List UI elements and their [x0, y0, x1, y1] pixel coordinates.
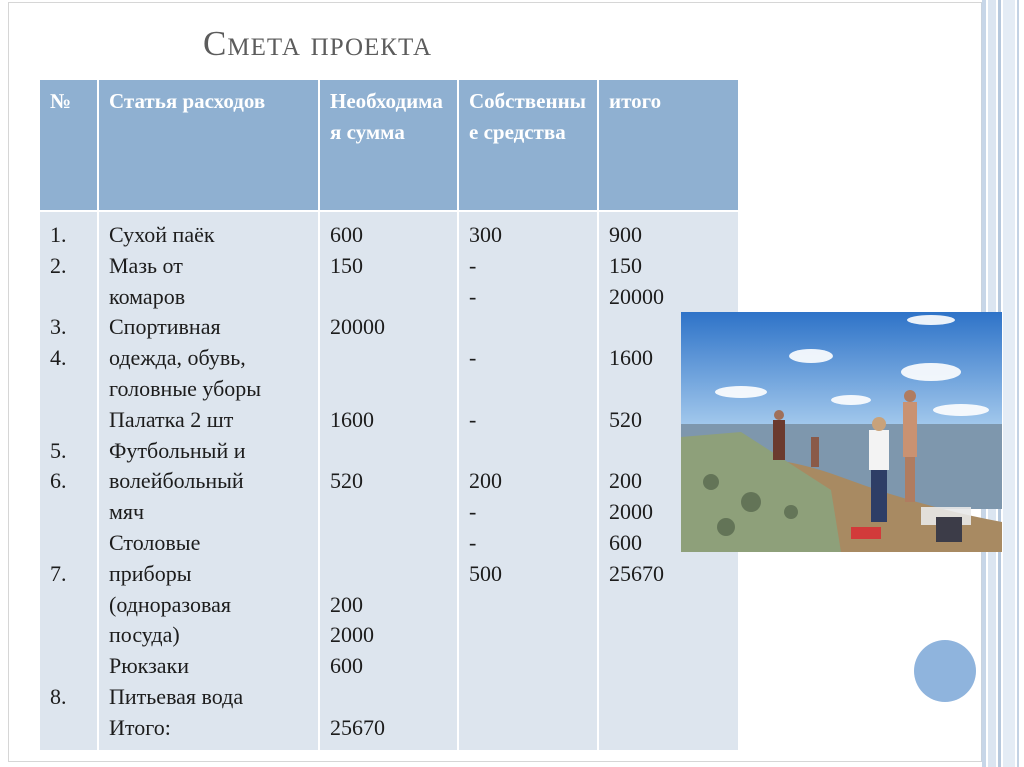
cell-line: 3. — [50, 314, 67, 340]
cell-line — [330, 436, 447, 467]
cell-line: посуда) — [109, 622, 180, 648]
cell-line: 300 — [469, 222, 502, 247]
cell-line — [330, 528, 447, 559]
cell-line: 2000 — [609, 499, 653, 525]
cell-line: 150 — [330, 252, 363, 278]
cell-numbers — [39, 211, 98, 751]
cell-line: Питьевая вода — [109, 683, 244, 709]
cell-line: 1600 — [609, 345, 653, 371]
header-total: итого — [598, 79, 739, 211]
cell-line — [330, 343, 447, 374]
cell-line: Итого: — [109, 714, 171, 740]
cell-line — [50, 497, 87, 528]
cell-line — [330, 682, 447, 713]
cell-line: 6. — [50, 468, 67, 494]
cell-required — [319, 211, 458, 751]
cell-line — [330, 559, 447, 590]
cell-line: 1. — [50, 222, 67, 247]
cell-line: одежда, обувь, — [109, 345, 246, 371]
decor-stripe — [1003, 0, 1015, 767]
cell-line: 25670 — [609, 560, 664, 586]
estimate-table — [38, 78, 740, 752]
cell-line: - — [469, 252, 477, 278]
header-own-funds: Собственные средства — [458, 79, 598, 211]
cell-line: 4. — [50, 345, 67, 371]
cell-line: 20000 — [330, 314, 385, 340]
cell-line: 2000 — [330, 622, 374, 648]
cell-line: 600 — [330, 222, 363, 247]
cell-line: 200 — [469, 468, 502, 494]
cell-line: Столовые — [109, 529, 201, 555]
cell-line: 200 — [609, 468, 642, 494]
cell-line: 25670 — [330, 714, 385, 740]
cell-line: волейбольный — [109, 468, 244, 494]
cell-line — [50, 651, 87, 682]
cell-line: - — [469, 345, 477, 371]
header-number: № — [39, 79, 98, 211]
table-header-row — [39, 79, 739, 211]
cell-line: 600 — [330, 653, 363, 679]
cell-line: 8. — [50, 683, 67, 709]
cell-line: 500 — [469, 560, 502, 586]
cell-line: приборы — [109, 560, 192, 586]
cell-line: 520 — [609, 406, 642, 432]
cell-line: 2. — [50, 252, 67, 278]
camping-photo — [681, 312, 1002, 552]
header-expense-item: Статья расходов — [98, 79, 319, 211]
cell-line: 5. — [50, 437, 67, 463]
cell-line: Палатка 2 шт — [109, 406, 234, 432]
cell-line — [50, 590, 87, 621]
cell-line: Мазь от — [109, 252, 183, 278]
cell-line: - — [469, 499, 477, 525]
cell-line: Сухой паёк — [109, 222, 215, 247]
cell-line: мяч — [109, 499, 145, 525]
cell-line: - — [469, 529, 477, 555]
cell-line — [50, 374, 87, 405]
cell-line: головные уборы — [109, 375, 262, 401]
cell-line — [50, 528, 87, 559]
cell-line — [50, 620, 87, 651]
cell-line — [330, 374, 447, 405]
cell-line: Рюкзаки — [109, 653, 189, 679]
decor-stripe — [1017, 0, 1019, 767]
cell-line: 200 — [330, 591, 363, 617]
cell-line: 20000 — [609, 283, 664, 309]
cell-line: 7. — [50, 560, 67, 586]
cell-line — [469, 436, 587, 467]
cell-line: Футбольный и — [109, 437, 246, 463]
cell-line: Спортивная — [109, 314, 221, 340]
cell-line: - — [469, 283, 477, 309]
cell-line: (одноразовая — [109, 591, 231, 617]
cell-line — [50, 405, 87, 436]
cell-line — [469, 312, 587, 343]
cell-line — [330, 282, 447, 313]
cell-items — [98, 211, 319, 751]
cell-line — [50, 282, 87, 313]
accent-circle — [914, 640, 976, 702]
cell-line: - — [469, 406, 477, 432]
slide-title: Смета проекта — [203, 24, 433, 63]
header-required-sum: Необходимая сумма — [319, 79, 458, 211]
table-row — [39, 211, 739, 751]
cell-line: 600 — [609, 529, 642, 555]
cell-line — [469, 374, 587, 405]
cell-own — [458, 211, 598, 751]
cell-line — [330, 497, 447, 528]
cell-line: 150 — [609, 252, 642, 278]
cell-line: 900 — [609, 222, 642, 247]
cell-line: 1600 — [330, 406, 374, 432]
cell-line: комаров — [109, 283, 186, 309]
cell-line: 520 — [330, 468, 363, 494]
